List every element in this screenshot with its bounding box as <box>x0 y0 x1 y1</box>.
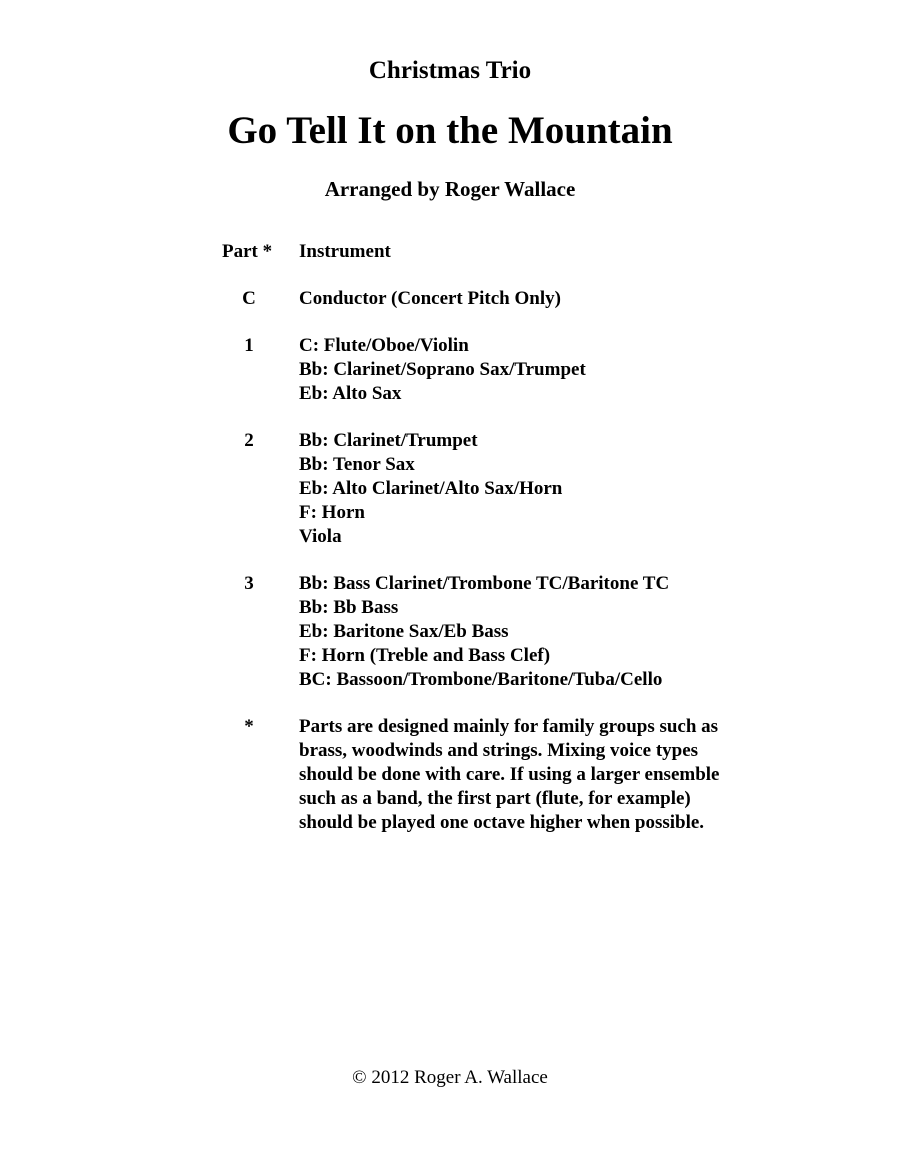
copyright-notice: © 2012 Roger A. Wallace <box>352 1067 548 1088</box>
instrument-item: F: Horn (Treble and Bass Clef) <box>299 645 551 666</box>
instrument-item: C: Flute/Oboe/Violin <box>299 335 469 356</box>
part-row-3 <box>0 572 900 692</box>
instrument-item: Bb: Clarinet/Soprano Sax/Trumpet <box>299 359 586 380</box>
instrument-list <box>299 429 900 549</box>
footnote-marker: * <box>244 716 254 737</box>
instrument-item: Bb: Bass Clarinet/Trombone TC/Baritone TC <box>299 573 670 594</box>
part-column-header: Part * <box>222 241 273 262</box>
instrument-item: Eb: Alto Sax <box>299 383 402 404</box>
footnote-row <box>0 715 900 835</box>
part-row-c <box>0 287 900 311</box>
parts-table <box>0 240 900 835</box>
page-title: Go Tell It on the Mountain <box>227 109 673 152</box>
part-row-1 <box>0 334 900 406</box>
instrument-item: BC: Bassoon/Trombone/Baritone/Tuba/Cello <box>299 669 663 690</box>
table-header-row <box>0 240 900 264</box>
instrument-item: Bb: Tenor Sax <box>299 454 415 475</box>
instrument-item: Viola <box>299 526 342 547</box>
instrument-list <box>299 334 900 406</box>
instrument-item: Bb: Bb Bass <box>299 597 399 618</box>
part-row-2 <box>0 429 900 549</box>
instrument-column-header: Instrument <box>299 241 391 262</box>
part-label: 1 <box>244 335 254 356</box>
part-label: C <box>242 288 256 309</box>
instrument-item: Conductor (Concert Pitch Only) <box>299 288 561 309</box>
footnote-text: Parts are designed mainly for family groups such as brass, woodwinds and strings. Mixing voice types should be done with care. If using a larger ensemble such as a band, the first part (flute, for example) should be played one octave higher when possible. <box>299 716 720 833</box>
instrument-list <box>299 287 900 311</box>
instrument-item: Eb: Alto Clarinet/Alto Sax/Horn <box>299 478 563 499</box>
part-label: 3 <box>244 573 254 594</box>
instrument-item: Bb: Clarinet/Trumpet <box>299 430 478 451</box>
part-label: 2 <box>244 430 254 451</box>
instrument-list <box>299 572 900 692</box>
arranger-credit: Arranged by Roger Wallace <box>324 177 576 201</box>
instrument-item: Eb: Baritone Sax/Eb Bass <box>299 621 509 642</box>
instrument-item: F: Horn <box>299 502 365 523</box>
series-title: Christmas Trio <box>368 57 532 84</box>
